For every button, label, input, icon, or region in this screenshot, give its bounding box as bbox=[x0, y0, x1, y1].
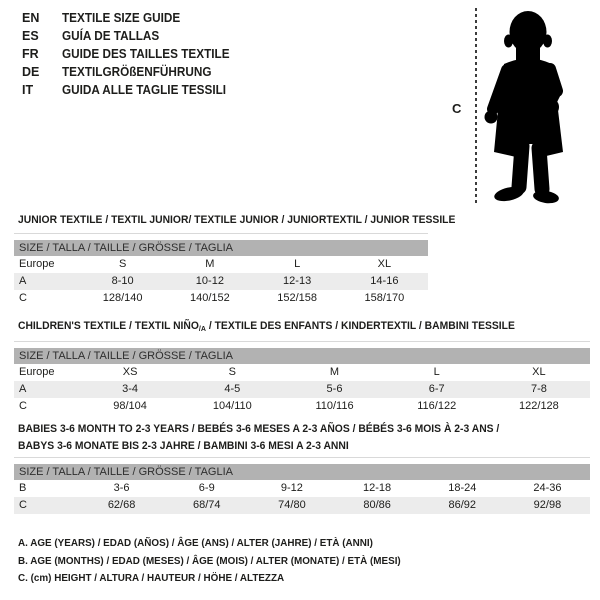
age-value: 7-8 bbox=[530, 383, 547, 395]
height-value: 152/158 bbox=[277, 292, 317, 304]
row-label: A bbox=[19, 275, 27, 287]
size-value: L bbox=[433, 366, 440, 378]
children-table bbox=[14, 341, 590, 415]
age-value: 12-18 bbox=[363, 482, 392, 494]
height-measure-label: C bbox=[452, 101, 462, 116]
lang-code: EN bbox=[22, 11, 40, 25]
height-value: 92/98 bbox=[533, 499, 562, 511]
lang-row-it bbox=[22, 81, 240, 99]
size-value: XL bbox=[377, 258, 392, 270]
table-row-age bbox=[14, 273, 428, 290]
table-row-age-months bbox=[14, 480, 590, 497]
lang-code: IT bbox=[22, 83, 34, 97]
size-header-bar: SIZE / TALLA / TAILLE / GRÖSSE / TAGLIA bbox=[14, 348, 590, 364]
babies-table-title bbox=[18, 421, 499, 455]
table-row-height bbox=[14, 497, 590, 514]
lang-title: GUÍA DE TALLAS bbox=[62, 29, 160, 43]
babies-title-line2: BABYS 3-6 MONATE BIS 2-3 JAHRE / BAMBINI 3-6 MESI A 2-3 ANNI bbox=[18, 440, 349, 452]
height-value: 116/122 bbox=[417, 400, 457, 412]
lang-title: GUIDA ALLE TAGLIE TESSILI bbox=[62, 83, 227, 97]
lang-title: GUIDE DES TAILLES TEXTILE bbox=[62, 47, 230, 61]
legend-line-a: A. AGE (YEARS) / EDAD (AÑOS) / ÂGE (ANS) / ALTER (JAHRE) / ETÀ (ANNI) bbox=[18, 537, 373, 549]
children-title-pre: CHILDREN'S TEXTILE / TEXTIL NIÑO bbox=[18, 320, 199, 332]
table-row-europe bbox=[14, 364, 590, 381]
height-value: 68/74 bbox=[192, 499, 221, 511]
language-title-list bbox=[22, 9, 240, 99]
size-value: M bbox=[329, 366, 340, 378]
size-value: L bbox=[294, 258, 301, 270]
height-value: 86/92 bbox=[448, 499, 477, 511]
height-value: 140/152 bbox=[189, 292, 230, 304]
lang-code: DE bbox=[22, 65, 40, 79]
age-value: 3-6 bbox=[113, 482, 130, 494]
lang-title: TEXTILE SIZE GUIDE bbox=[62, 11, 181, 25]
lang-row-de bbox=[22, 63, 240, 81]
lang-row-es bbox=[22, 27, 240, 45]
height-value: 158/170 bbox=[364, 292, 405, 304]
height-value: 62/68 bbox=[107, 499, 136, 511]
babies-table bbox=[14, 457, 590, 514]
table-row-height bbox=[14, 398, 590, 415]
size-value: S bbox=[228, 366, 236, 378]
age-value: 18-24 bbox=[448, 482, 477, 494]
height-value: 122/128 bbox=[519, 400, 559, 412]
row-label: C bbox=[19, 499, 27, 511]
size-header-bar: SIZE / TALLA / TAILLE / GRÖSSE / TAGLIA bbox=[14, 240, 428, 256]
lang-row-fr bbox=[22, 45, 240, 63]
row-label: A bbox=[19, 383, 27, 395]
age-value: 10-12 bbox=[195, 275, 224, 287]
table-row-europe bbox=[14, 256, 428, 273]
height-value: 104/110 bbox=[212, 400, 252, 412]
size-value: M bbox=[205, 258, 215, 270]
age-value: 24-36 bbox=[533, 482, 562, 494]
age-value: 9-12 bbox=[280, 482, 303, 494]
height-value: 128/140 bbox=[102, 292, 143, 304]
lang-title: TEXTILGRÖßENFÜHRUNG bbox=[62, 65, 212, 79]
legend-line-c: C. (cm) HEIGHT / ALTURA / HAUTEUR / HÖHE / ALTEZZA bbox=[18, 572, 285, 584]
height-value: 80/86 bbox=[363, 499, 391, 511]
measurement-legend bbox=[18, 535, 425, 588]
lang-code: ES bbox=[22, 29, 39, 43]
row-label: B bbox=[19, 482, 27, 494]
size-value: XL bbox=[532, 366, 546, 378]
children-title-subscript: /A bbox=[198, 324, 206, 333]
table-row-height bbox=[14, 290, 428, 307]
age-value: 8-10 bbox=[111, 275, 134, 287]
row-label: C bbox=[19, 292, 27, 304]
age-value: 6-7 bbox=[428, 383, 445, 395]
junior-table-title: JUNIOR TEXTILE / TEXTIL JUNIOR/ TEXTILE JUNIOR / JUNIORTEXTIL / JUNIOR TESSILE bbox=[18, 214, 456, 226]
legend-line-b: B. AGE (MONTHS) / EDAD (MESES) / ÂGE (MOIS) / ALTER (MONATE) / ETÀ (MESI) bbox=[18, 554, 401, 567]
lang-row-en bbox=[22, 9, 240, 27]
children-title-post: / TEXTILE DES ENFANTS / KINDERTEXTIL / BAMBINI TESSILE bbox=[205, 320, 515, 332]
babies-title-line1: BABIES 3-6 MONTH TO 2-3 YEARS / BEBÉS 3-6 MESES A 2-3 AÑOS / BÉBÉS 3-6 MOIS À 2-3 ANS / bbox=[18, 423, 500, 435]
children-table-title bbox=[18, 320, 515, 333]
age-value: 5-6 bbox=[326, 383, 343, 395]
age-value: 12-13 bbox=[283, 275, 312, 287]
lang-code: FR bbox=[22, 47, 39, 61]
row-label: Europe bbox=[19, 366, 55, 378]
dashed-height-line bbox=[475, 8, 477, 206]
height-value: 110/116 bbox=[315, 400, 354, 412]
baby-silhouette-icon bbox=[482, 6, 588, 208]
size-value: XS bbox=[122, 366, 138, 378]
height-value: 98/104 bbox=[113, 400, 147, 412]
table-row-age bbox=[14, 381, 590, 398]
row-label: C bbox=[19, 400, 27, 412]
junior-table bbox=[14, 233, 428, 307]
row-label: Europe bbox=[19, 258, 55, 270]
age-value: 6-9 bbox=[198, 482, 215, 494]
height-value: 74/80 bbox=[278, 499, 306, 511]
size-header-bar: SIZE / TALLA / TAILLE / GRÖSSE / TAGLIA bbox=[14, 464, 590, 480]
size-value: S bbox=[118, 258, 127, 270]
age-value: 3-4 bbox=[122, 383, 139, 395]
age-value: 4-5 bbox=[224, 383, 241, 395]
age-value: 14-16 bbox=[370, 275, 399, 287]
